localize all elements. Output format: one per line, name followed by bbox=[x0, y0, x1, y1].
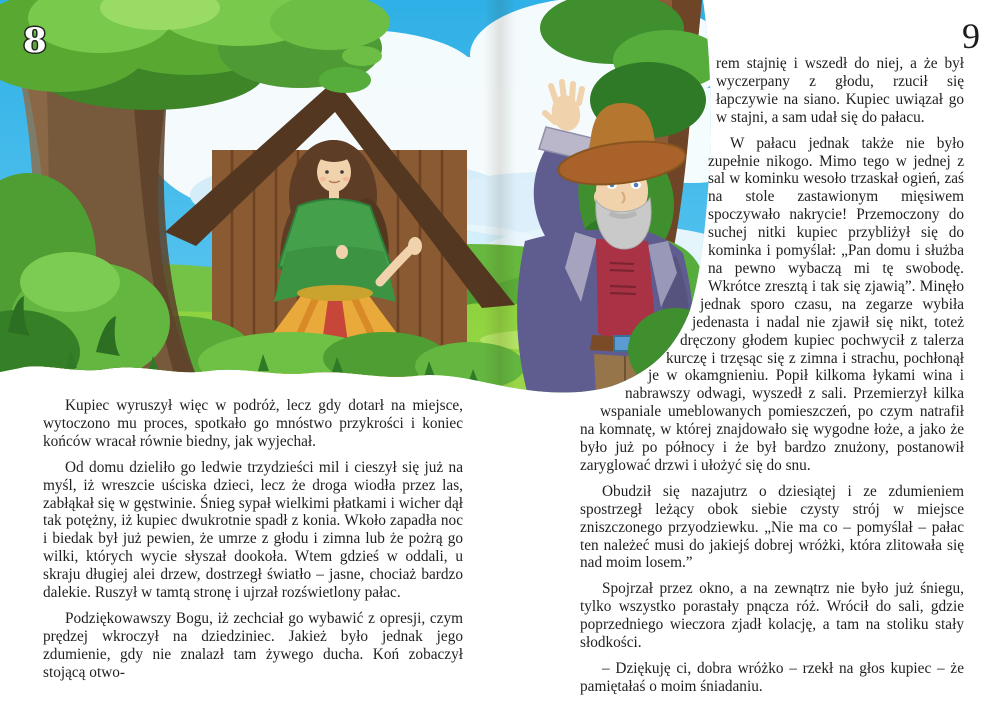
paragraph: Od domu dzieliło go ledwie trzydzieści mil i cieszył się już na myśl, iż wreszcie uściska dzieci, lecz że droga wiodła przez las, zabłąkał się w gęstwinie. Śnieg sypał wielkimi płatkami i wicher dął tak potężny, iż kupiec dwukrotnie spadł z konia. Wkoło zapadła noc i biedak był już pewien, że umrze z głodu i zimna lub że pożrą go wilki, których wycie słyszał dookoła. Wtem gdzieś w oddali, u skraju długiej alei drzew, dostrzegł światło – jasne, chociaż bardzo dalekie. Ruszył w tamtą stronę i ujrzał rozświetlony pałac. bbox=[43, 458, 463, 602]
wrap-spacer bbox=[580, 327, 680, 345]
left-page-text bbox=[43, 397, 463, 690]
paragraph: Podziękowawszy Bogu, iż zechciał go wybawić z opresji, czym prędzej wkroczył na dziedziniec. Jakież było jednak jego zdumienie, gdy nie znalazł tam żywego ducha. Koń zobaczył stojącą otwo- bbox=[43, 609, 463, 681]
wrap-spacer bbox=[580, 399, 600, 417]
wrap-spacer bbox=[580, 291, 700, 309]
paragraph: Obudził się nazajutrz o dziesiątej i ze zdumieniem spostrzegł leżący obok siebie czysty strój w miejsce zniszczonego przyodziewku. „Nie ma co – pomyślał – pałac ten należeć musi do jakiejś dobrej wróżki, która zlitowała się nad moim losem.” bbox=[580, 482, 964, 572]
wrap-spacer bbox=[580, 309, 692, 327]
wrap-spacer bbox=[580, 381, 625, 399]
wrap-spacer bbox=[580, 55, 716, 131]
wrap-spacer bbox=[580, 363, 648, 381]
left-page-number bbox=[10, 12, 60, 66]
paragraph: rem stajnię i wszedł do niej, a że był wyczerpany z głodu, rzucił się łapczywie na siano. Kupiec uwiązał go w stajni, a sam udał się do pałacu. bbox=[716, 55, 964, 126]
wrap-spacer bbox=[580, 131, 708, 291]
right-page-text bbox=[580, 55, 964, 704]
wrap-spacer bbox=[580, 345, 666, 363]
right-page-number: 9 bbox=[962, 16, 980, 56]
paragraph: Kupiec wyruszył więc w podróż, lecz gdy dotarł na miejsce, wytoczono mu proces, spotkało go mnóstwo przykrości i koniec końców wracał równie biedny, jak wyjechał. bbox=[43, 397, 463, 450]
paragraph: Spojrzał przez okno, a na zewnątrz nie było już śniegu, tylko wszystko porastały pnącza róż. Wrócił do sali, gdzie poprzedniego wieczora zjadł kolację, a tam na stoliku stały słodkości. bbox=[580, 580, 964, 652]
paragraph: – Dziękuję ci, dobra wróżko – rzekł na głos kupiec – że pamiętałaś o moim śniadaniu. bbox=[580, 660, 964, 695]
gutter-shadow bbox=[484, 0, 516, 530]
page-number-8: 8 bbox=[23, 21, 47, 61]
paragraph: W pałacu jednak także nie było zupełnie nikogo. Mimo tego w jednej z sal w kominku wesoło trzaskał ogień, zaś na stole zastawionym mięsiwem spoczywało nakrycie! Przemoczony do suchej nitki kupiec przybliżył się do kominka i pomyślał: „Pan domu i służba na pewno wybaczą mi tę swobodę. Wkrótce zresztą i tak się zjawią”. Minęło jednak sporo czasu, na zegarze wybiła jedenasta i nadal nie zjawił się nikt, toteż dręczony głodem kupiec pochwycił z talerza kurczę i trzęsąc się z zimna i strachu, pochłonął je w okamgnieniu. Popił kilkoma łykami wina i nabrawszy odwagi, wyszedł z sali. Przemierzył kilka wspaniale umeblowanych pomieszczeń, po czym natrafił na komnatę, w której znajdowało się wygodne łoże, a jako że było już po północy i że był bardzo znużony, postanowił zaryglować drzwi i ułożyć się do snu. bbox=[580, 134, 964, 474]
